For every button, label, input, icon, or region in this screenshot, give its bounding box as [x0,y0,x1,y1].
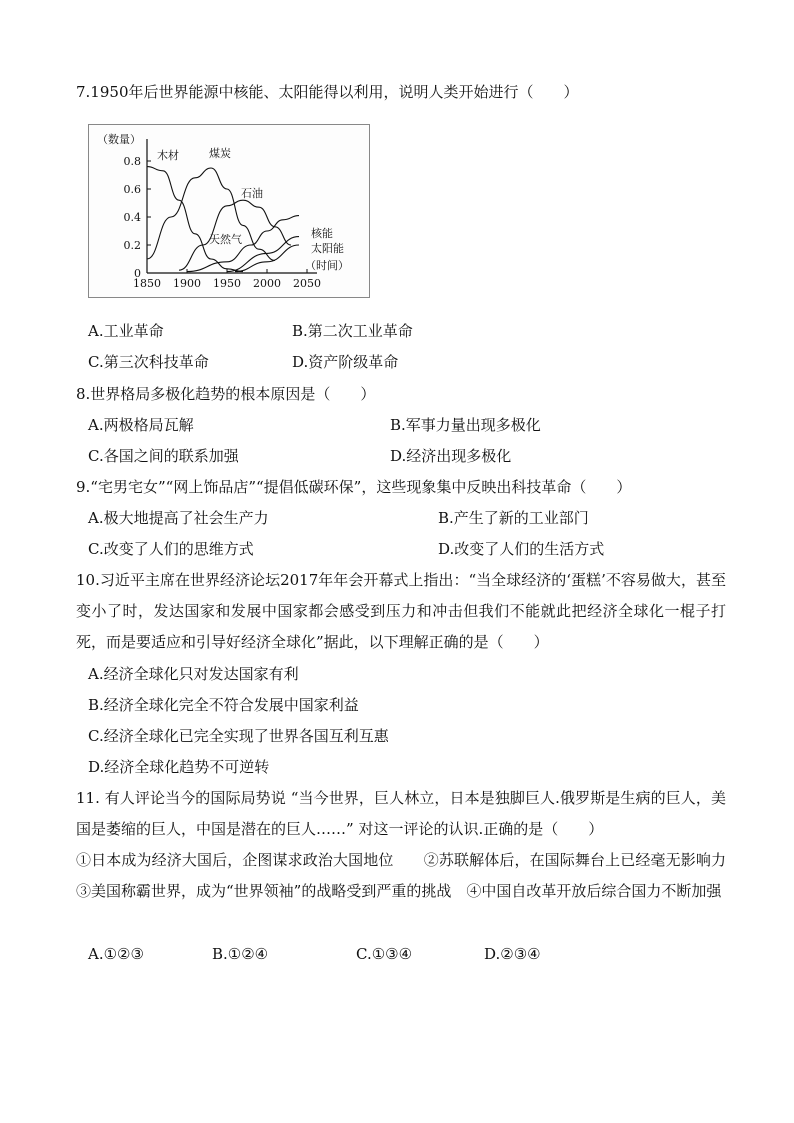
series-line-5 [235,245,299,272]
y-tick-label-3: 0.6 [123,183,141,196]
series-line-1 [147,168,275,260]
x-tick-label-3: 2000 [253,277,281,290]
y-tick-label-0: 0 [134,267,141,280]
q9-option-b: B.产生了新的工业部门 [438,509,589,527]
q11-option-d: D.②③④ [484,945,541,963]
q7-option-b: B.第二次工业革命 [292,322,413,340]
q8-option-c: C.各国之间的联系加强 [88,447,239,465]
series-label-5: 太阳能 [311,242,344,255]
q11-option-a: A.①②③ [88,945,144,963]
x-tick-label-4: 2050 [293,277,321,290]
q9-option-c: C.改变了人们的思维方式 [88,540,254,558]
y-tick-label-2: 0.4 [123,211,141,224]
q7-option-a: A.工业革命 [88,322,164,340]
q8-option-a: A.两极格局瓦解 [88,416,194,434]
question-11-items: ①日本成为经济大国后，企图谋求政治大国地位 ②苏联解体后，在国际舞台上已经毫无影响力 ③美国称霸世界，成为“世界领袖”的战略受到严重的挑战 ④中国自改革开放后综合国力不断加强 [76,851,742,900]
x-tick-label-2: 1950 [213,277,241,290]
q8-option-b: B.军事力量出现多极化 [390,416,541,434]
q7-option-c: C.第三次科技革命 [88,353,209,371]
y-tick-label-4: 0.8 [123,155,141,168]
q7-option-d: D.资产阶级革命 [292,353,399,371]
q9-option-a: A.极大地提高了社会生产力 [88,509,269,527]
energy-chart-svg [89,125,369,297]
question-9-stem: 9.“宅男宅女”“网上饰品店”“提倡低碳环保”，这些现象集中反映出科技革命（ ） [76,478,632,496]
question-8-stem: 8.世界格局多极化趋势的根本原因是（ ） [76,385,376,403]
x-tick-label-1: 1900 [173,277,201,290]
energy-chart [88,124,370,298]
q10-option-d: D.经济全球化趋势不可逆转 [88,758,270,776]
series-line-3 [187,216,299,272]
series-label-2: 石油 [241,187,263,200]
y-tick-label-1: 0.2 [123,239,141,252]
q9-option-d: D.改变了人们的生活方式 [438,540,605,558]
q10-option-b: B.经济全球化完全不符合发展中国家利益 [88,696,359,714]
y-axis-label: （数量） [97,133,141,146]
series-label-1: 煤炭 [209,147,231,160]
x-axis-label: （时间） [305,259,349,272]
question-10-stem: 10.习近平主席在世界经济论坛2017年年会开幕式上指出：“当全球经济的‘蛋糕’不容易做大，甚至变小了时，发达国家和发展中国家都会感受到压力和冲击但我们不能就此把经济全球化一棍子打死，而是要适应和引导好经济全球化”据此，以下理解正确的是（ ） [76,571,726,651]
q10-option-c: C.经济全球化已完全实现了世界各国互利互惠 [88,727,389,745]
q11-option-c: C.①③④ [356,945,413,963]
q8-option-d: D.经济出现多极化 [390,447,512,465]
series-label-4: 核能 [311,227,333,240]
x-tick-label-0: 1850 [133,277,161,290]
series-line-0 [147,167,243,272]
series-label-0: 木材 [157,149,179,162]
question-11-stem: 11. 有人评论当今的国际局势说 “当今世界，巨人林立，日本是独脚巨人.俄罗斯是生病的巨人，美国是萎缩的巨人，中国是潜在的巨人……” 对这一评论的认识.正确的是（ ） [76,789,726,838]
series-label-3: 天然气 [209,233,242,246]
q11-option-b: B.①②④ [212,945,269,963]
q10-option-a: A.经济全球化只对发达国家有利 [88,665,299,683]
question-7-stem: 7.1950年后世界能源中核能、太阳能得以利用，说明人类开始进行（ ） [76,83,579,101]
